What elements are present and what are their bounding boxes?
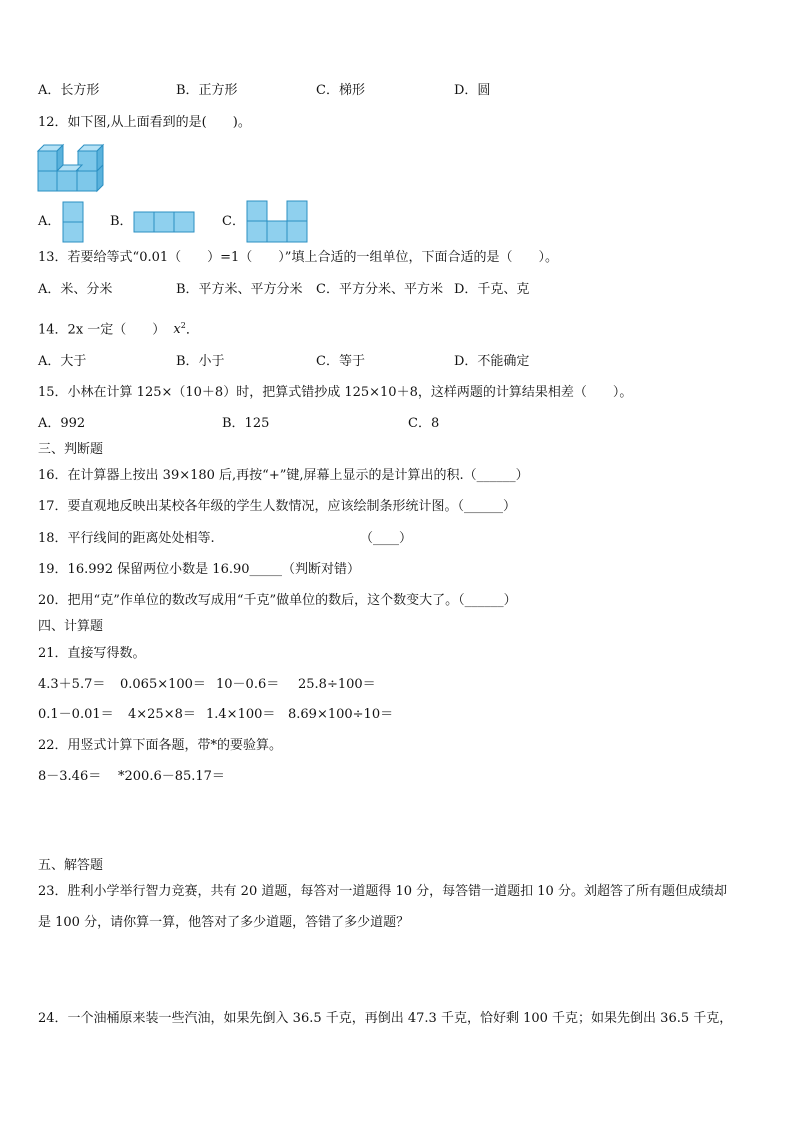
q12-option-b-label: B． xyxy=(110,214,133,229)
section-heading-calculation: 四、计算题 xyxy=(38,619,104,634)
q14-stem-text: 14．2x 一定（ ） xyxy=(38,322,166,338)
view-option-u-shape xyxy=(246,200,308,243)
q15-option-c: C．8 xyxy=(408,416,440,431)
section-heading-judgment: 三、判断题 xyxy=(38,442,104,457)
q11-option-a: A．长方形 xyxy=(38,83,100,98)
q18-text: 18．平行线间的距离处处相等. xyxy=(38,531,215,546)
q21-item: 0.065×100＝ xyxy=(120,677,206,692)
q13-option-d: D．千克、克 xyxy=(454,282,530,297)
q21-item: 4.3＋5.7＝ xyxy=(38,677,106,692)
q14-stem-end: ． xyxy=(185,322,199,338)
q14-option-d: D．不能确定 xyxy=(454,354,530,369)
q16-text: 16．在计算器上按出 39×180 后,再按“+”键,屏幕上显示的是计算出的积.（______） xyxy=(38,468,529,483)
q14-stem xyxy=(38,317,199,339)
q11-option-c: C．梯形 xyxy=(316,83,365,98)
q13-option-c: C．平方分米、平方米 xyxy=(316,282,443,297)
q23-line-2: 是 100 分，请你算一算，他答对了多少道题，答错了多少道题？ xyxy=(38,915,410,930)
cube-stack-figure xyxy=(36,142,108,194)
q11-option-b: B．正方形 xyxy=(176,83,238,98)
q11-option-d: D．圆 xyxy=(454,83,491,98)
q12-stem: 12．如下图,从上面看到的是( )。 xyxy=(38,115,251,130)
q21-item: 8.69×100÷10＝ xyxy=(288,707,394,722)
q15-option-b: B．125 xyxy=(222,416,270,431)
q12-option-a-label: A． xyxy=(38,214,61,229)
q14-variable: x xyxy=(173,322,181,338)
q24-line-1: 24．一个油桶原来装一些汽油，如果先倒入 36.5 千克，再倒出 47.3 千克，恰好剩 100 千克；如果先倒出 36.5 千克， xyxy=(38,1011,733,1026)
q22-item: *200.6－85.17＝ xyxy=(118,769,225,784)
q21-item: 10－0.6＝ xyxy=(216,677,280,692)
q18-blank: （____） xyxy=(360,531,413,546)
q21-item: 1.4×100＝ xyxy=(206,707,276,722)
q21-item: 25.8÷100＝ xyxy=(298,677,376,692)
view-option-horizontal xyxy=(133,211,195,233)
q14-option-b: B．小于 xyxy=(176,354,225,369)
q21-item: 4×25×8＝ xyxy=(128,707,196,722)
q22-stem: 22．用竖式计算下面各题，带*的要验算。 xyxy=(38,738,283,753)
q14-option-c: C．等于 xyxy=(316,354,365,369)
q12-option-c-label: C． xyxy=(222,214,245,229)
q21-item: 0.1－0.01＝ xyxy=(38,707,114,722)
view-option-vertical xyxy=(62,201,84,243)
q14-option-a: A．大于 xyxy=(38,354,87,369)
q22-item: 8－3.46＝ xyxy=(38,769,102,784)
q19-text: 19．16.992 保留两位小数是 16.90_____（判断对错） xyxy=(38,562,361,577)
q21-stem: 21．直接写得数。 xyxy=(38,646,146,661)
section-heading-word-problems: 五、解答题 xyxy=(38,858,104,873)
q15-option-a: A．992 xyxy=(38,416,86,431)
q13-option-a: A．米、分米 xyxy=(38,282,113,297)
q13-option-b: B．平方米、平方分米 xyxy=(176,282,303,297)
q14-exponent: 2 xyxy=(180,321,186,330)
q20-text: 20．把用“克”作单位的数改写成用“千克”做单位的数后，这个数变大了。（______） xyxy=(38,593,517,608)
q13-stem: 13．若要给等式“0.01（ ）=1（ ）”填上合适的一组单位，下面合适的是（ ）。 xyxy=(38,250,558,265)
q17-text: 17．要直观地反映出某校各年级的学生人数情况，应该绘制条形统计图。（______） xyxy=(38,499,517,514)
q23-line-1: 23．胜利小学举行智力竞赛，共有 20 道题，每答对一道题得 10 分，每答错一道题扣 10 分。刘超答了所有题但成绩却 xyxy=(38,884,727,899)
q15-stem: 15．小林在计算 125×（10＋8）时，把算式错抄成 125×10＋8，这样两题的计算结果相差（ ）。 xyxy=(38,385,633,400)
